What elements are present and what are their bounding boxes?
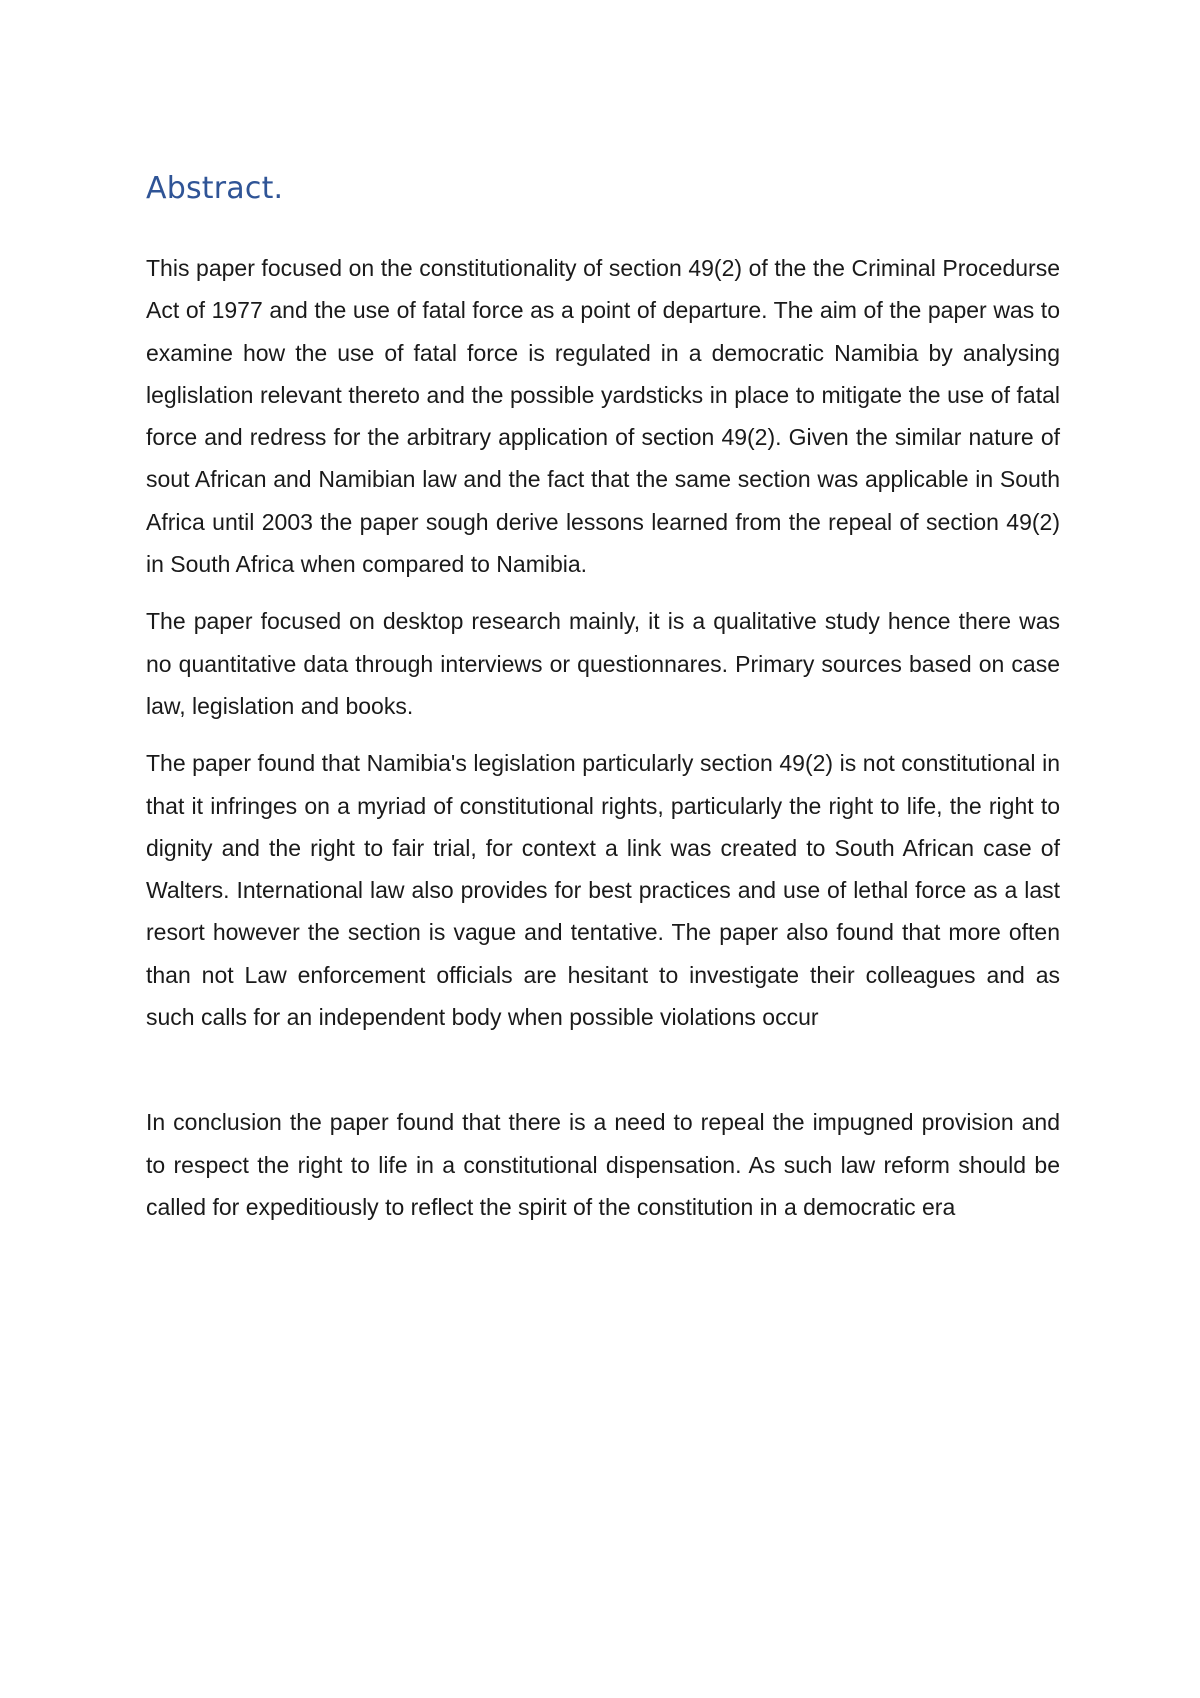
abstract-paragraph-4: In conclusion the paper found that there is a need to repeal the impugned provision and to respect the right to life in a constitutional dispensation. As such law reform should be called for expeditiously to reflect the spirit of the constitution in a democratic era: [146, 1109, 1060, 1220]
abstract-paragraph-2: The paper focused on desktop research mainly, it is a qualitative study hence there was no quantitative data through interviews or questionnares. Primary sources based on case law, legislation and books.: [146, 608, 1060, 719]
abstract-paragraph-1: This paper focused on the constitutionality of section 49(2) of the the Criminal Procedurse Act of 1977 and the use of fatal force as a point of departure. The aim of the paper was to examine how the use of fatal force is regulated in a democratic Namibia by analysing leglislation relevant thereto and the possible yardsticks in place to mitigate the use of fatal force and redress for the arbitrary application of section 49(2). Given the similar nature of sout African and Namibian law and the fact that the same section was applicable in South Africa until 2003 the paper sough derive lessons learned from the repeal of section 49(2) in South Africa when compared to Namibia.: [146, 255, 1060, 578]
paragraph-spacer: [146, 1053, 1060, 1101]
abstract-heading: Abstract.: [146, 171, 284, 206]
abstract-section: [146, 168, 1060, 1243]
abstract-paragraph-3: The paper found that Namibia's legislation particularly section 49(2) is not constitutional in that it infringes on a myriad of constitutional rights, particularly the right to life, the right to dignity and the right to fair trial, for context a link was created to South African case of Walters. International law also provides for best practices and use of lethal force as a last resort however the section is vague and tentative. The paper also found that more often than not Law enforcement officials are hesitant to investigate their colleagues and as such calls for an independent body when possible violations occur: [146, 750, 1060, 1031]
